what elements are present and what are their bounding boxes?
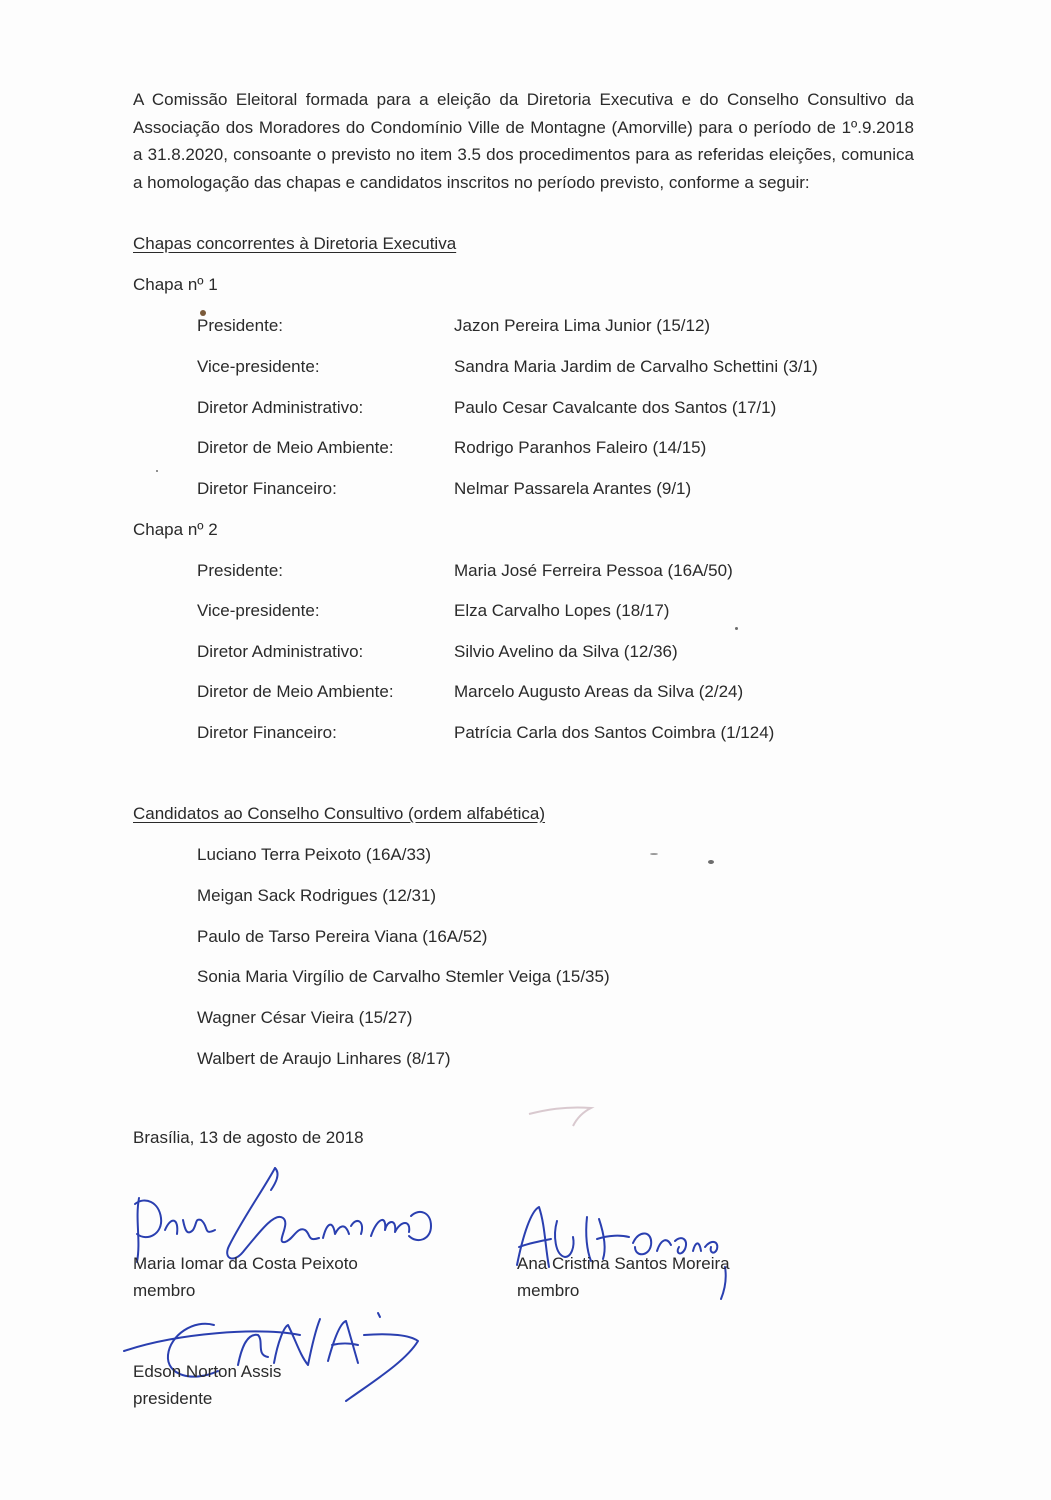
- candidate-name: Elza Carvalho Lopes (18/17): [454, 601, 670, 620]
- scan-speck: [708, 860, 714, 864]
- candidate-name: Nelmar Passarela Arantes (9/1): [454, 479, 692, 498]
- candidate-name: Marcelo Augusto Areas da Silva (2/24): [454, 682, 744, 701]
- signatory-role: membro: [517, 1281, 580, 1300]
- diretoria-heading: Chapas concorrentes à Diretoria Executiva: [133, 234, 457, 253]
- conselho-candidate: Paulo de Tarso Pereira Viana (16A/52): [197, 927, 488, 946]
- intro-paragraph: A Comissão Eleitoral formada para a eleição da Diretoria Executiva e do Conselho Consultivo da Associação dos Moradores do Condomínio Ville de Montagne (Amorville) para o período de 1º.9.2018 a 31.8.2020, consoante o previsto no item 3.5 dos procedimentos para as referidas eleições, comunica a homologação das chapas e candidatos inscritos no período previsto, conforme a seguir:: [133, 90, 914, 192]
- candidate-name: Silvio Avelino da Silva (12/36): [454, 642, 678, 661]
- conselho-candidate: Luciano Terra Peixoto (16A/33): [197, 845, 432, 864]
- candidate-name: Jazon Pereira Lima Junior (15/12): [454, 316, 711, 335]
- role-label: Presidente:: [197, 316, 283, 335]
- faint-mark-icon: [525, 1100, 605, 1130]
- signatory-name: Ana Cristina Santos Moreira: [517, 1254, 730, 1273]
- role-label: Diretor de Meio Ambiente:: [197, 438, 394, 457]
- conselho-candidate: Wagner César Vieira (15/27): [197, 1008, 413, 1027]
- signatory-block: [517, 1250, 730, 1304]
- scan-speck: [735, 627, 738, 630]
- chapa-1-label: Chapa nº 1: [133, 275, 218, 294]
- signatory-block: [133, 1250, 358, 1304]
- role-label: Diretor Administrativo:: [197, 398, 364, 417]
- role-label: Diretor de Meio Ambiente:: [197, 682, 394, 701]
- signatory-name: Maria Iomar da Costa Peixoto: [133, 1254, 358, 1273]
- candidate-name: Sandra Maria Jardim de Carvalho Schettini (3/1): [454, 357, 818, 376]
- signatory-role: presidente: [133, 1389, 213, 1408]
- signatory-block: [133, 1358, 281, 1412]
- scan-speck: [200, 310, 206, 316]
- conselho-candidate: Meigan Sack Rodrigues (12/31): [197, 886, 437, 905]
- candidate-name: Patrícia Carla dos Santos Coimbra (1/124): [454, 723, 775, 742]
- candidate-name: Maria José Ferreira Pessoa (16A/50): [454, 561, 733, 580]
- role-label: Diretor Administrativo:: [197, 642, 364, 661]
- conselho-candidate: Sonia Maria Virgílio de Carvalho Stemler Veiga (15/35): [197, 967, 610, 986]
- scan-speck: [650, 853, 658, 855]
- place-date: Brasília, 13 de agosto de 2018: [133, 1128, 364, 1147]
- role-label: Diretor Financeiro:: [197, 479, 337, 498]
- chapa-2-label: Chapa nº 2: [133, 520, 218, 539]
- signatory-role: membro: [133, 1281, 196, 1300]
- signatory-name: Edson Norton Assis: [133, 1362, 282, 1381]
- role-label: Vice-presidente:: [197, 601, 320, 620]
- role-label: Presidente:: [197, 561, 283, 580]
- role-label: Diretor Financeiro:: [197, 723, 337, 742]
- conselho-candidate: Walbert de Araujo Linhares (8/17): [197, 1049, 451, 1068]
- candidate-name: Rodrigo Paranhos Faleiro (14/15): [454, 438, 707, 457]
- candidate-name: Paulo Cesar Cavalcante dos Santos (17/1): [454, 398, 777, 417]
- conselho-heading: Candidatos ao Conselho Consultivo (ordem alfabética): [133, 804, 546, 823]
- role-label: Vice-presidente:: [197, 357, 320, 376]
- scan-speck: [156, 470, 158, 472]
